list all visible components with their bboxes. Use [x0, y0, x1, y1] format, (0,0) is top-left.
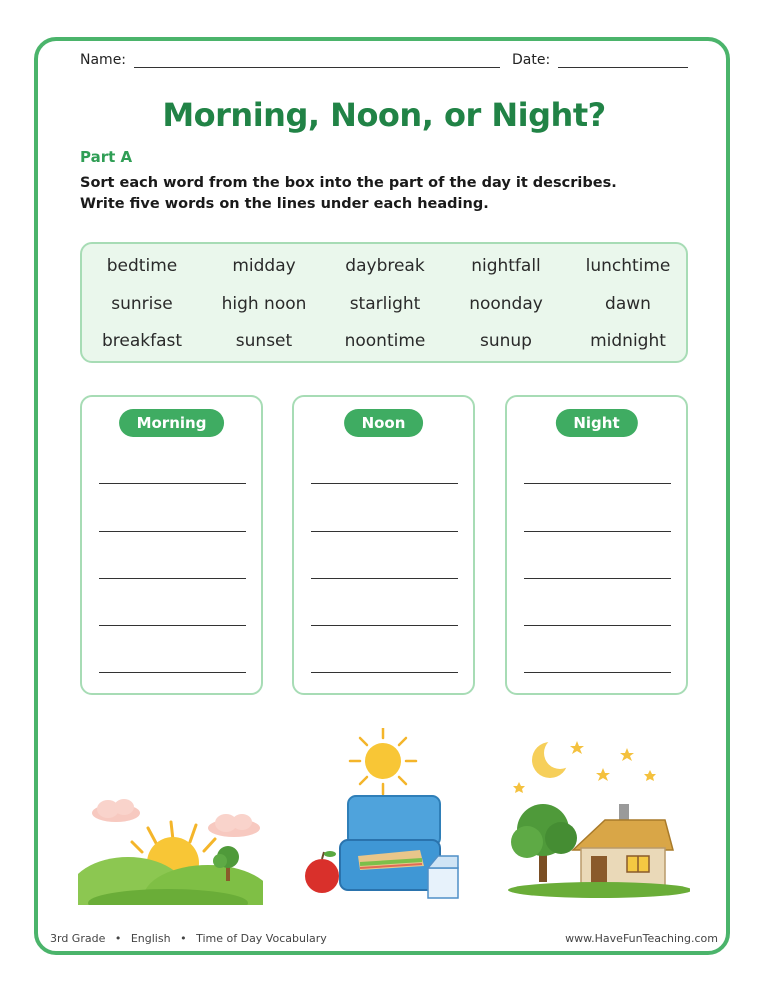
word-bank — [80, 242, 688, 363]
answer-line[interactable] — [99, 625, 246, 626]
answer-line[interactable] — [524, 672, 671, 673]
answer-line[interactable] — [311, 483, 458, 484]
word-bank-item: sunup — [480, 331, 532, 351]
word-bank-item: sunrise — [111, 294, 173, 314]
cloud-icon — [92, 799, 140, 822]
answer-line[interactable] — [524, 578, 671, 579]
word-bank-item: daybreak — [345, 256, 425, 276]
part-label: Part A — [80, 148, 133, 166]
sunrise-hills-illustration — [78, 795, 263, 905]
footer-website[interactable]: www.HaveFunTeaching.com — [565, 932, 718, 945]
answer-line[interactable] — [99, 531, 246, 532]
column-heading-noon: Noon — [344, 409, 424, 437]
answer-line[interactable] — [524, 483, 671, 484]
sun-icon — [350, 728, 416, 794]
instruction-line-1: Sort each word from the box into the part of the day it describes. — [80, 175, 617, 191]
word-bank-item: noonday — [469, 294, 543, 314]
word-bank-item: bedtime — [106, 256, 178, 276]
footer-separator: • — [180, 932, 187, 945]
answer-line[interactable] — [524, 625, 671, 626]
lunchbox-icon — [340, 796, 440, 890]
column-heading-morning: Morning — [119, 409, 225, 437]
footer-subject: English — [130, 932, 171, 945]
word-bank-item: dawn — [605, 294, 651, 314]
lunchbox-sun-illustration — [300, 728, 470, 903]
footer-separator: • — [114, 932, 122, 945]
night-column — [505, 395, 688, 695]
footer-topic: Time of Day Vocabulary — [196, 932, 327, 945]
column-heading-night: Night — [555, 409, 637, 437]
instructions — [80, 173, 617, 215]
word-bank-item: midday — [232, 256, 296, 276]
word-bank-item: nightfall — [471, 256, 541, 276]
word-bank-item: midnight — [590, 331, 666, 351]
answer-line[interactable] — [311, 578, 458, 579]
apple-icon — [305, 851, 339, 893]
answer-line[interactable] — [99, 578, 246, 579]
instruction-line-2: Write five words on the lines under each heading. — [80, 196, 489, 212]
noon-column — [292, 395, 475, 695]
grass-icon — [508, 882, 690, 898]
answer-line[interactable] — [99, 483, 246, 484]
word-bank-item: high noon — [221, 294, 307, 314]
word-bank-item: breakfast — [101, 331, 183, 351]
date-label: Date: — [512, 52, 551, 68]
answer-line[interactable] — [311, 672, 458, 673]
cottage-night-illustration — [505, 738, 690, 903]
word-bank-item: lunchtime — [585, 256, 671, 276]
answer-line[interactable] — [99, 672, 246, 673]
moon-icon — [532, 738, 576, 778]
tree-icon — [511, 804, 577, 882]
name-line[interactable] — [134, 67, 500, 68]
footer-grade: 3rd Grade — [50, 932, 106, 945]
word-bank-item: noontime — [344, 331, 426, 351]
word-bank-item: sunset — [235, 331, 293, 351]
name-label: Name: — [80, 52, 127, 68]
footer-meta — [50, 932, 327, 945]
answer-line[interactable] — [311, 531, 458, 532]
milk-carton-icon — [428, 856, 458, 898]
morning-column — [80, 395, 263, 695]
answer-line[interactable] — [524, 531, 671, 532]
house-icon — [573, 804, 673, 888]
answer-line[interactable] — [311, 625, 458, 626]
word-bank-item: starlight — [349, 294, 421, 314]
page-title: Morning, Noon, or Night? — [162, 96, 606, 134]
date-line[interactable] — [558, 67, 688, 68]
cloud-icon — [208, 814, 260, 837]
